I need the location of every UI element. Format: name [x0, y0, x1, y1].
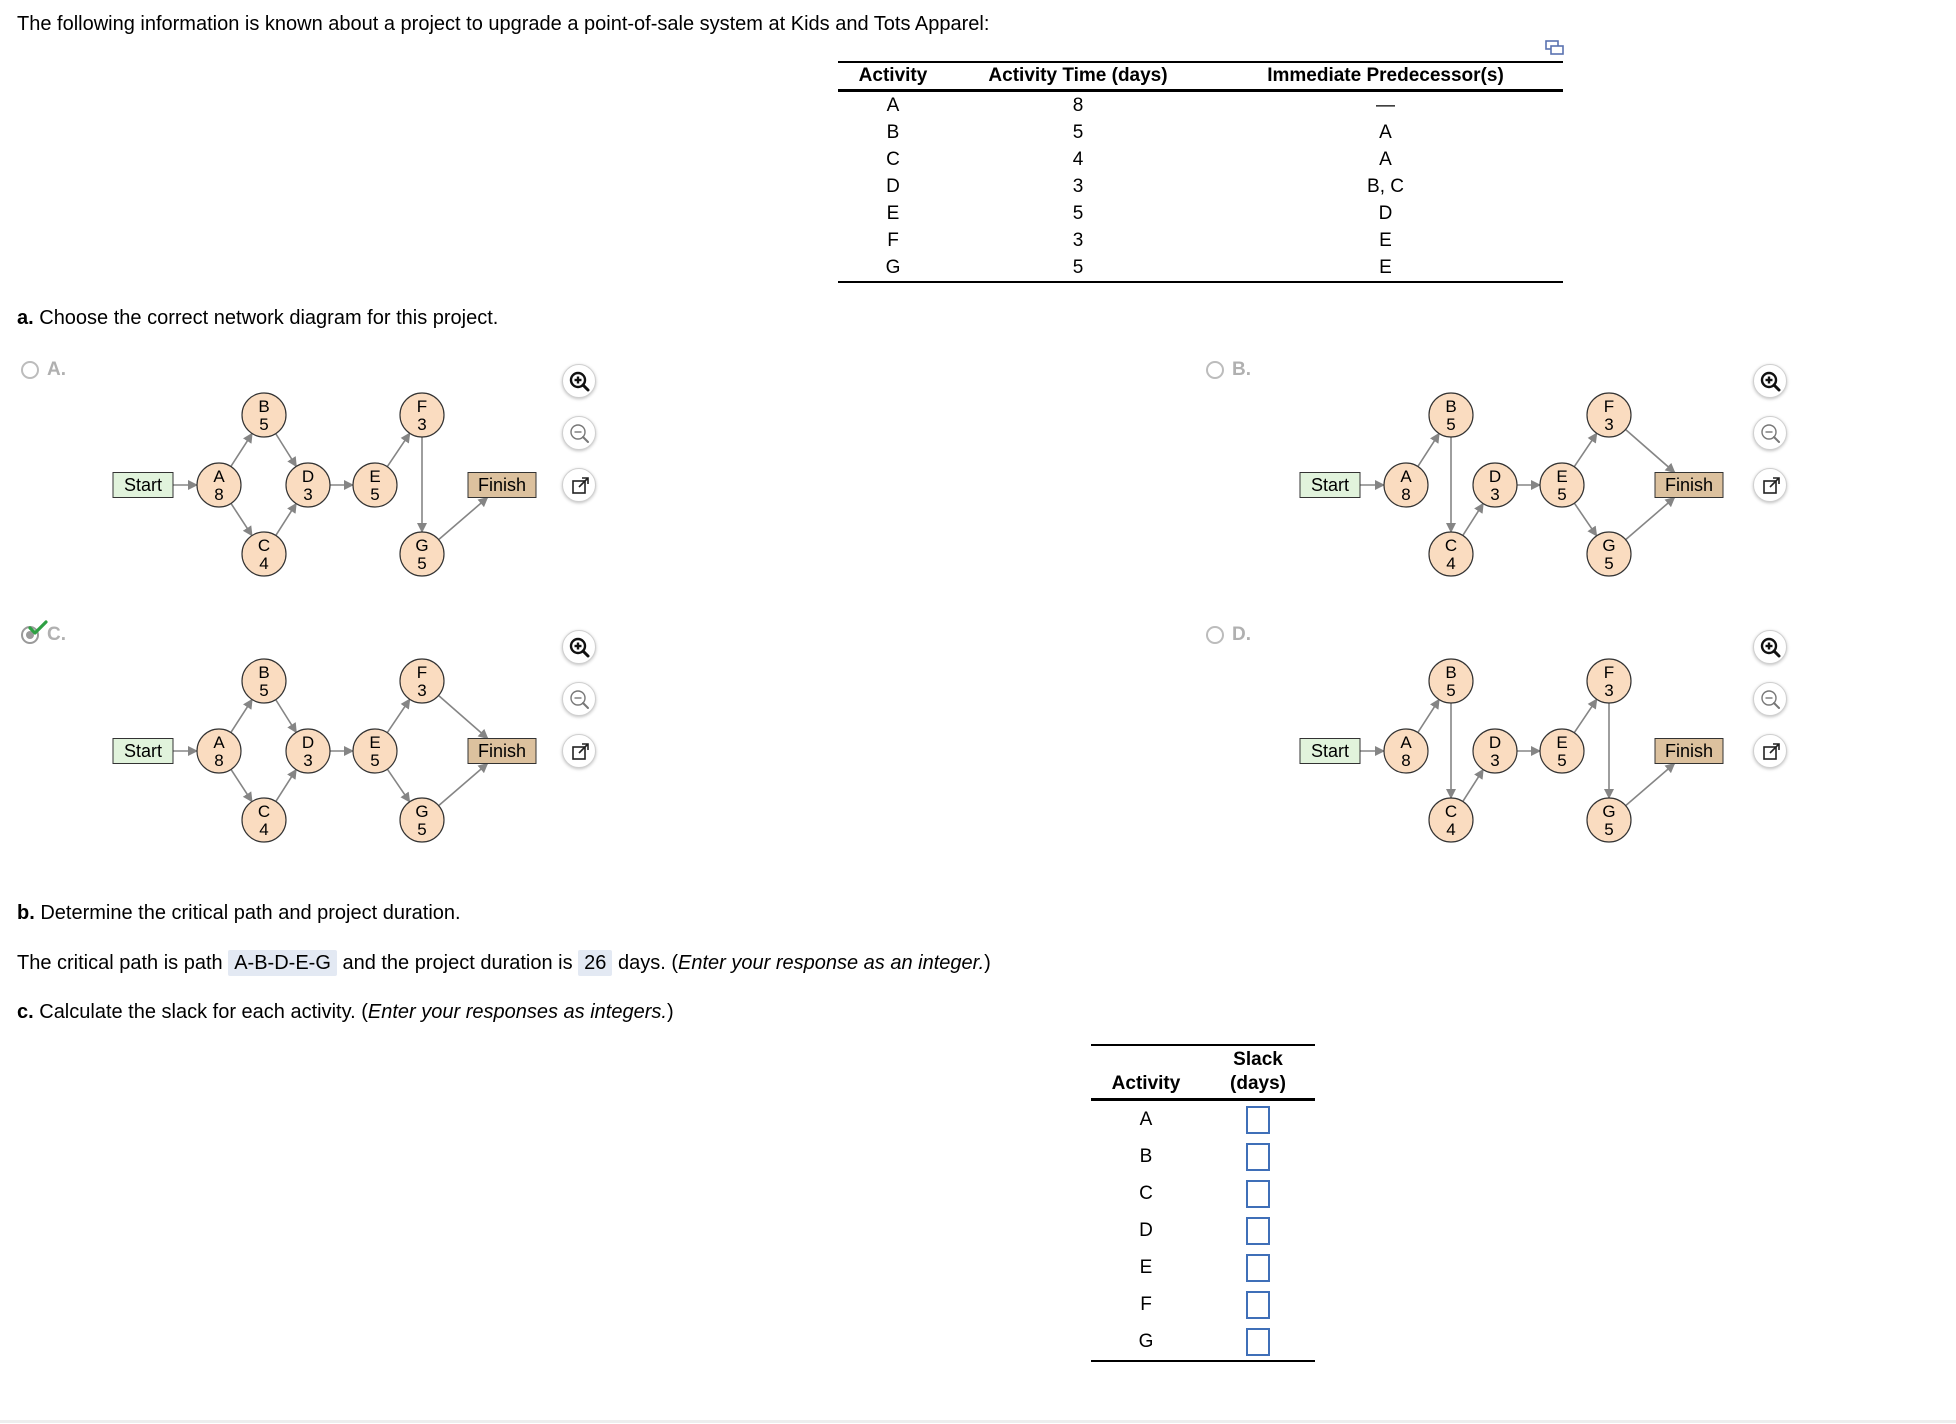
node-time: 5	[1446, 681, 1456, 700]
part-c-instruction: Enter your responses as integers.	[367, 1001, 667, 1023]
activity-node-d	[286, 729, 330, 773]
node-time: 8	[214, 751, 224, 770]
activity-node-c	[242, 532, 286, 576]
node-name: A	[213, 467, 225, 486]
edge-g-finish	[1626, 764, 1675, 806]
slack-table	[1091, 1044, 1315, 1362]
slack-activity: C	[1139, 1182, 1153, 1204]
activity-node-f	[400, 659, 444, 703]
node-time: 5	[1604, 554, 1614, 573]
part-b-text: Determine the critical path and project duration.	[34, 902, 461, 924]
node-name: D	[301, 733, 315, 752]
network-svg	[112, 382, 552, 592]
activity-node-e	[353, 463, 397, 507]
network-svg	[1299, 648, 1739, 858]
node-name: A	[213, 733, 225, 752]
slack-input-f[interactable]	[1246, 1291, 1270, 1319]
edge-a-b	[231, 700, 252, 733]
start-box	[1300, 473, 1360, 498]
node-name: D	[1488, 467, 1502, 486]
edge-c-d	[276, 504, 296, 536]
activity-node-g	[1587, 798, 1631, 842]
part-c-close: )	[666, 1001, 674, 1023]
node-name: E	[369, 733, 381, 752]
critical-path-answer[interactable]: A-B-D-E-G	[228, 950, 337, 976]
cell-time: 5	[1072, 202, 1084, 224]
activity-node-e	[1540, 729, 1584, 773]
cell-activity: C	[886, 148, 900, 170]
part-c-text: Calculate the slack for each activity. (	[33, 1001, 368, 1023]
activity-node-a	[197, 729, 241, 773]
node-time: 5	[370, 751, 380, 770]
finish-label: Finish	[1664, 741, 1714, 761]
node-name: B	[258, 397, 270, 416]
start-box	[113, 739, 173, 764]
table-row	[1091, 1100, 1315, 1139]
finish-box	[1655, 739, 1723, 764]
part-a-prompt	[17, 306, 498, 330]
cell-activity: F	[887, 229, 899, 251]
zoom-out-icon[interactable]	[1753, 416, 1787, 450]
node-name: A	[1400, 467, 1412, 486]
cell-time: 4	[1072, 148, 1084, 170]
part-c-prompt	[17, 1000, 674, 1024]
edge-g-finish	[439, 764, 488, 806]
part-a-text: Choose the correct network diagram for this project.	[33, 307, 499, 329]
node-name: C	[1444, 802, 1458, 821]
edge-a-b	[1418, 700, 1439, 733]
start-label: Start	[1310, 741, 1350, 761]
network-svg	[1299, 382, 1739, 592]
header-activity-time: Activity Time (days)	[948, 62, 1208, 91]
copy-icon[interactable]	[1545, 40, 1565, 56]
edge-a-c	[231, 503, 252, 535]
duration-answer[interactable]: 26	[578, 950, 612, 976]
expand-icon[interactable]	[562, 468, 596, 502]
cell-time: 5	[1072, 121, 1084, 143]
table-row	[838, 254, 1563, 282]
part-b-prefix: b.	[17, 902, 35, 924]
table-row	[838, 119, 1563, 146]
node-time: 3	[1490, 751, 1500, 770]
node-time: 3	[1490, 485, 1500, 504]
edge-c-d	[276, 770, 296, 802]
table-row	[838, 146, 1563, 173]
activity-node-e	[353, 729, 397, 773]
edge-b-d	[276, 434, 297, 467]
cell-pred: —	[1376, 94, 1395, 116]
table-row	[838, 91, 1563, 120]
slack-header-line2: (days)	[1230, 1073, 1286, 1094]
slack-header-days	[1201, 1045, 1315, 1100]
node-time: 3	[1604, 415, 1614, 434]
edge-b-d	[276, 700, 297, 733]
slack-activity: B	[1139, 1145, 1153, 1167]
start-box	[1300, 739, 1360, 764]
node-name: G	[415, 536, 429, 555]
node-time: 5	[370, 485, 380, 504]
table-row	[1091, 1138, 1315, 1175]
edge-e-g	[387, 769, 409, 802]
node-name: B	[258, 663, 270, 682]
start-label: Start	[1310, 475, 1350, 495]
slack-activity: A	[1139, 1108, 1153, 1130]
bottom-divider	[0, 1420, 1956, 1423]
node-time: 3	[417, 681, 427, 700]
slack-header-line1: Slack	[1233, 1049, 1283, 1070]
finish-box	[468, 739, 536, 764]
slack-input-d[interactable]	[1246, 1217, 1270, 1245]
edge-a-b	[231, 434, 252, 467]
cell-time: 3	[1072, 175, 1084, 197]
cell-pred: A	[1379, 148, 1392, 170]
finish-label: Finish	[477, 475, 527, 495]
slack-input-a[interactable]	[1246, 1106, 1270, 1134]
option-a-label: A.	[47, 359, 66, 380]
finish-box	[1655, 473, 1723, 498]
node-time: 5	[417, 554, 427, 573]
part-b-close: )	[984, 952, 991, 974]
part-b-instruction: Enter your response as an integer.	[678, 952, 985, 974]
part-c-prefix: c.	[17, 1001, 34, 1023]
node-time: 3	[303, 751, 313, 770]
cell-time: 5	[948, 254, 1208, 282]
node-time: 5	[1446, 415, 1456, 434]
zoom-out-icon[interactable]	[562, 682, 596, 716]
slack-activity: D	[1139, 1219, 1153, 1241]
edge-g-finish	[1626, 498, 1675, 540]
node-time: 4	[1446, 820, 1456, 839]
option-d-label: D.	[1232, 624, 1251, 645]
activity-node-g	[400, 798, 444, 842]
node-time: 5	[259, 681, 269, 700]
node-name: D	[301, 467, 315, 486]
node-name: G	[1602, 802, 1616, 821]
slack-activity: E	[1139, 1256, 1153, 1278]
activity-node-c	[1429, 532, 1473, 576]
node-name: F	[1603, 663, 1615, 682]
node-name: E	[369, 467, 381, 486]
activity-node-f	[1587, 393, 1631, 437]
node-name: D	[1488, 733, 1502, 752]
option-c-label: C.	[47, 624, 66, 645]
edge-e-f	[387, 433, 409, 466]
slack-header-activity: Activity	[1091, 1045, 1201, 1100]
slack-activity: G	[1091, 1323, 1201, 1361]
cell-pred: E	[1208, 254, 1563, 282]
activity-node-a	[1384, 729, 1428, 773]
finish-label: Finish	[477, 741, 527, 761]
activity-node-b	[242, 659, 286, 703]
option-d-radio[interactable]	[1206, 626, 1224, 644]
cell-activity: D	[886, 175, 900, 197]
activity-node-g	[400, 532, 444, 576]
part-a-prefix: a.	[17, 307, 34, 329]
activity-node-a	[197, 463, 241, 507]
header-activity: Activity	[838, 62, 948, 91]
days-text: days. (	[617, 952, 679, 974]
node-time: 3	[303, 485, 313, 504]
node-time: 8	[1401, 751, 1411, 770]
activity-node-f	[400, 393, 444, 437]
table-row	[1091, 1323, 1315, 1361]
slack-activity: F	[1140, 1293, 1152, 1315]
cell-activity: E	[886, 202, 900, 224]
table-row	[1091, 1286, 1315, 1323]
activity-node-e	[1540, 463, 1584, 507]
start-label: Start	[123, 741, 163, 761]
zoom-in-icon[interactable]	[562, 364, 596, 398]
edge-e-f	[1574, 433, 1596, 466]
node-time: 5	[417, 820, 427, 839]
slack-input-c[interactable]	[1246, 1180, 1270, 1208]
intro-text: The following information is known about a project to upgrade a point-of-sale system at Kids and Tots Apparel:	[17, 13, 990, 35]
node-time: 5	[1557, 485, 1567, 504]
cell-activity: A	[886, 94, 900, 116]
expand-icon[interactable]	[1753, 734, 1787, 768]
start-label: Start	[123, 475, 163, 495]
activity-node-d	[286, 463, 330, 507]
node-name: C	[1444, 536, 1458, 555]
node-name: E	[1556, 733, 1568, 752]
part-b-answer-line	[17, 951, 991, 975]
table-row	[1091, 1249, 1315, 1286]
edge-f-finish	[1626, 429, 1675, 472]
node-name: C	[257, 536, 271, 555]
node-name: E	[1556, 467, 1568, 486]
slack-input-b[interactable]	[1246, 1143, 1270, 1171]
node-name: G	[415, 802, 429, 821]
node-name: F	[1603, 397, 1615, 416]
expand-icon[interactable]	[1753, 468, 1787, 502]
option-a-radio[interactable]	[21, 361, 39, 379]
node-time: 8	[1401, 485, 1411, 504]
node-time: 5	[259, 415, 269, 434]
node-name: F	[416, 663, 428, 682]
node-time: 4	[1446, 554, 1456, 573]
node-time: 4	[259, 820, 269, 839]
node-name: F	[416, 397, 428, 416]
zoom-in-icon[interactable]	[1753, 364, 1787, 398]
cell-pred: B, C	[1367, 175, 1404, 197]
network-svg	[112, 648, 552, 858]
activity-node-b	[1429, 659, 1473, 703]
cell-pred: D	[1378, 202, 1393, 224]
table-row	[838, 227, 1563, 254]
node-time: 3	[1604, 681, 1614, 700]
activity-node-g	[1587, 532, 1631, 576]
zoom-out-icon[interactable]	[562, 416, 596, 450]
edge-e-g	[1574, 503, 1596, 536]
header-predecessors: Immediate Predecessor(s)	[1208, 62, 1563, 91]
node-name: B	[1445, 663, 1457, 682]
edge-a-b	[1418, 434, 1439, 467]
activity-node-f	[1587, 659, 1631, 703]
slack-input-e[interactable]	[1246, 1254, 1270, 1282]
start-box	[113, 473, 173, 498]
node-name: A	[1400, 733, 1412, 752]
table-row	[838, 173, 1563, 200]
option-b-radio[interactable]	[1206, 361, 1224, 379]
cell-time: 8	[1072, 94, 1084, 116]
cell-time: 3	[1072, 229, 1084, 251]
zoom-in-icon[interactable]	[562, 630, 596, 664]
node-time: 5	[1557, 751, 1567, 770]
table-row	[1091, 1175, 1315, 1212]
node-time: 8	[214, 485, 224, 504]
edge-a-c	[231, 769, 252, 801]
edge-c-d	[1463, 504, 1483, 536]
edge-f-finish	[439, 695, 488, 738]
checkmark-icon	[28, 620, 48, 636]
zoom-in-icon[interactable]	[1753, 630, 1787, 664]
slack-input-g[interactable]	[1246, 1328, 1270, 1356]
part-b-prompt	[17, 901, 461, 925]
activity-node-b	[242, 393, 286, 437]
cell-activity: G	[838, 254, 948, 282]
node-time: 3	[417, 415, 427, 434]
cell-pred: A	[1379, 121, 1392, 143]
activity-node-d	[1473, 463, 1517, 507]
activity-table	[838, 61, 1563, 283]
activity-node-d	[1473, 729, 1517, 773]
activity-node-c	[1429, 798, 1473, 842]
node-time: 4	[259, 554, 269, 573]
option-b-label: B.	[1232, 359, 1251, 380]
node-name: B	[1445, 397, 1457, 416]
edge-e-f	[1574, 699, 1596, 732]
activity-node-a	[1384, 463, 1428, 507]
duration-label: and the project duration is	[342, 952, 573, 974]
finish-box	[468, 473, 536, 498]
edge-e-f	[387, 699, 409, 732]
cell-pred: E	[1379, 229, 1392, 251]
expand-icon[interactable]	[562, 734, 596, 768]
table-row	[838, 200, 1563, 227]
zoom-out-icon[interactable]	[1753, 682, 1787, 716]
node-name: C	[257, 802, 271, 821]
critical-path-label: The critical path is path	[17, 952, 223, 974]
cell-activity: B	[886, 121, 900, 143]
activity-node-c	[242, 798, 286, 842]
edge-c-d	[1463, 770, 1483, 802]
activity-node-b	[1429, 393, 1473, 437]
table-row	[1091, 1212, 1315, 1249]
finish-label: Finish	[1664, 475, 1714, 495]
edge-g-finish	[439, 498, 488, 540]
node-name: G	[1602, 536, 1616, 555]
node-time: 5	[1604, 820, 1614, 839]
